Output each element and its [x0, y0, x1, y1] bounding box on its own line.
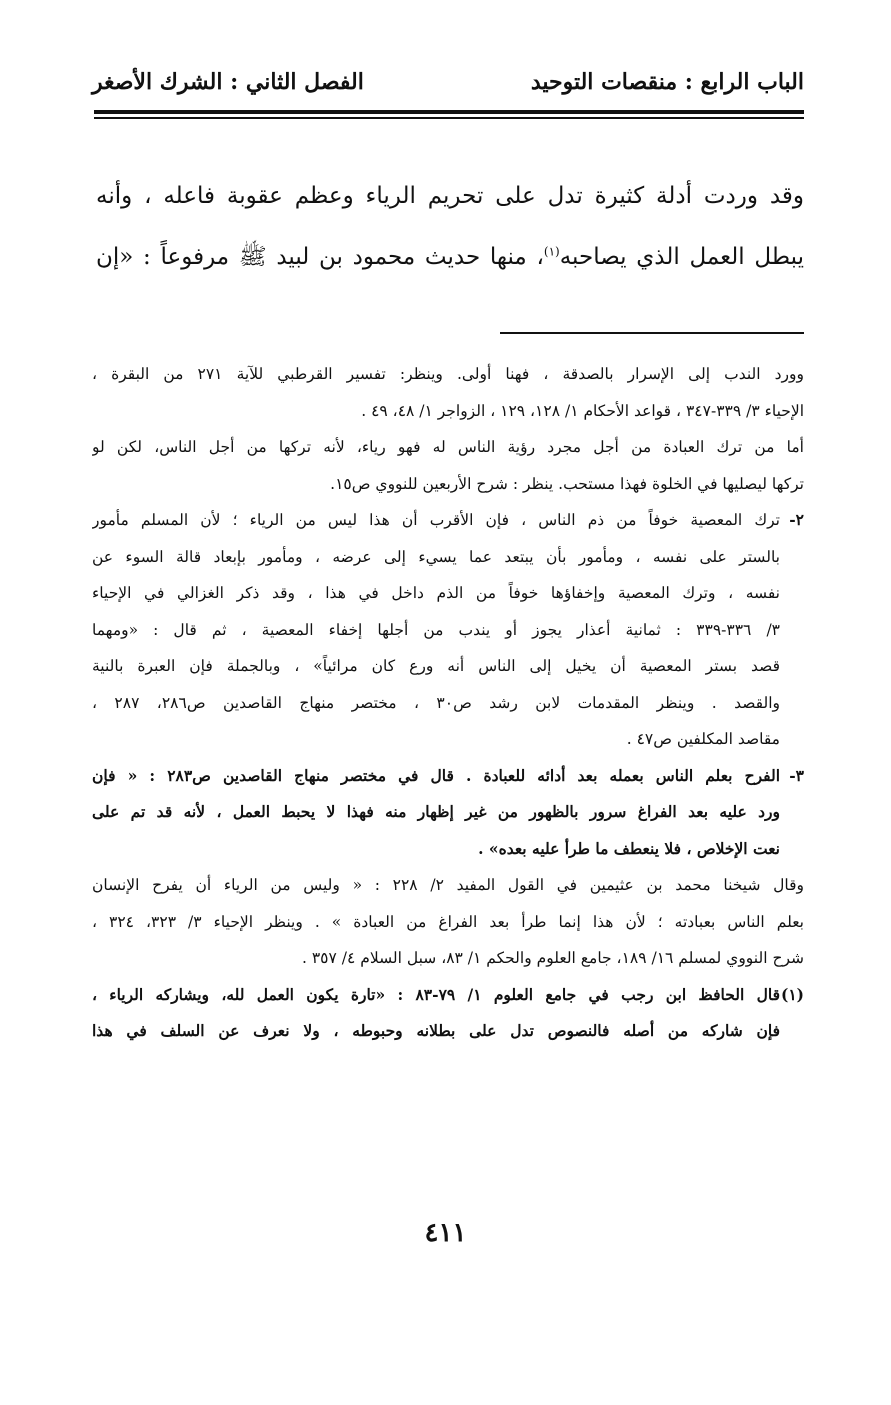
item-body: [92, 758, 780, 868]
item-body: [92, 502, 780, 758]
footnote-line: ورد عليه بعد الفراغ سرور بالظهور من غير إظهار منه فهذا لا يحبط العمل ، لأنه قد تم على: [92, 802, 780, 821]
footnote-line: قصد بستر المعصية أن يخيل إلى الناس أنه ورع كان مرائياً» ، وبالجملة فإن العبرة بالنية: [92, 657, 780, 675]
footnote-line: بعلم الناس بعبادته ؛ لأن هذا إنما طرأ بعد الفراغ من العبادة » . وينظر الإحياء ٣/ ٣٢٣، ٣٢٤ ،: [92, 912, 804, 931]
footnote-line: أما من ترك العبادة من أجل مجرد رؤية الناس له فهو رياء، لأنه تركها من أجل الناس، لكن لو: [92, 438, 804, 456]
note-number: (١): [780, 984, 804, 1004]
running-header: [92, 62, 804, 102]
footnote-line: مقاصد المكلفين ص٤٧ .: [626, 730, 780, 748]
footnotes: [92, 356, 804, 1050]
footnote-line: وقال شيخنا محمد بن عثيمين في القول المفيد ٢/ ٢٢٨ : « وليس من الرياء أن يفرح الإنسان: [92, 876, 804, 894]
header-rule-thick: [94, 110, 804, 114]
note-body: [92, 977, 780, 1050]
footnote-line: تركها ليصليها في الخلوة فهذا مستحب. ينظر : شرح الأربعين للنووي ص١٥.: [330, 474, 804, 493]
item-number: ٣-: [789, 765, 804, 785]
footnote-item-3: [92, 758, 804, 868]
footnote-line: الإحياء ٣/ ٣٣٩-٣٤٧ ، قواعد الأحكام ١/ ١٢٨، ١٢٩ ، الزواجر ١/ ٤٨، ٤٩ .: [361, 401, 804, 420]
page-number: ٤١١: [424, 1218, 467, 1248]
footnote-line: ٣/ ٣٣٦-٣٣٩ : ثمانية أعذار يجوز أو يندب من أجلها إخفاء المعصية ، ثم قال : «ومهما: [92, 620, 780, 639]
main-paragraph: [96, 166, 804, 288]
footnote-line: قال الحافظ ابن رجب في جامع العلوم ١/ ٧٩-٨٣ : «تارة يكون العمل لله، ويشاركه الرياء ،: [92, 984, 780, 1004]
item-number: ٢-: [789, 510, 804, 529]
footnote-separator: [500, 332, 804, 334]
main-line-2-start: يبطل العمل الذي يصاحبه: [559, 244, 804, 270]
footnote-line: الفرح بعلم الناس بعمله بعد أدائه للعبادة . قال في مختصر منهاج القاصدين ص٢٨٣ : « فإن: [92, 765, 780, 785]
footnote-line: وورد الندب إلى الإسرار بالصدقة ، فهنا أولى. وينظر: تفسير القرطبي للآية ٢٧١ من البقرة ،: [92, 365, 804, 383]
section-title: الفصل الثاني : الشرك الأصغر: [92, 69, 364, 95]
footnote-line: بالستر على نفسه ، ومأمور بأن يبتعد عما يسيء إلى عرضه ، ومأمور بإبعاد قالة السوء عن: [92, 547, 780, 566]
footnote-line: نفسه ، وترك المعصية وإخفاؤها خوفاً من الذم داخل في هذا ، وقد ذكر الغزالي في الإحياء: [92, 584, 780, 602]
footnote-item-2: [92, 502, 804, 758]
main-line-2: [96, 227, 804, 288]
footnote-line: ترك المعصية خوفاً من ذم الناس ، فإن الأقرب أن هذا ليس من الرياء ؛ لأن المسلم مأمور: [92, 511, 780, 529]
main-line-2-end: ، منها حديث محمود بن لبيد ﷺ مرفوعاً : «إن: [96, 244, 544, 270]
footnote-line: فإن شاركه من أصله فالنصوص تدل على بطلانه وحبوطه ، ولا نعرف عن السلف في هذا: [92, 1021, 780, 1040]
footnote-reference: (١): [543, 244, 560, 259]
chapter-title: الباب الرابع : منقصات التوحيد: [530, 69, 804, 95]
footnote-line: نعت الإخلاص ، فلا ينعطف ما طرأ عليه بعده» .: [478, 838, 780, 858]
footnote-line: والقصد . وينظر المقدمات لابن رشد ص٣٠ ، مختصر منهاج القاصدين ص٢٨٦، ٢٨٧ ،: [92, 693, 780, 712]
footnote-note-1: [92, 977, 804, 1050]
footnote-line: شرح النووي لمسلم ١٦/ ١٨٩، جامع العلوم والحكم ١/ ٨٣، سبل السلام ٤/ ٣٥٧ .: [302, 949, 804, 967]
header-rule-thin: [94, 117, 804, 119]
main-line-1: وقد وردت أدلة كثيرة تدل على تحريم الرياء وعظم عقوبة فاعله ، وأنه: [96, 183, 804, 209]
